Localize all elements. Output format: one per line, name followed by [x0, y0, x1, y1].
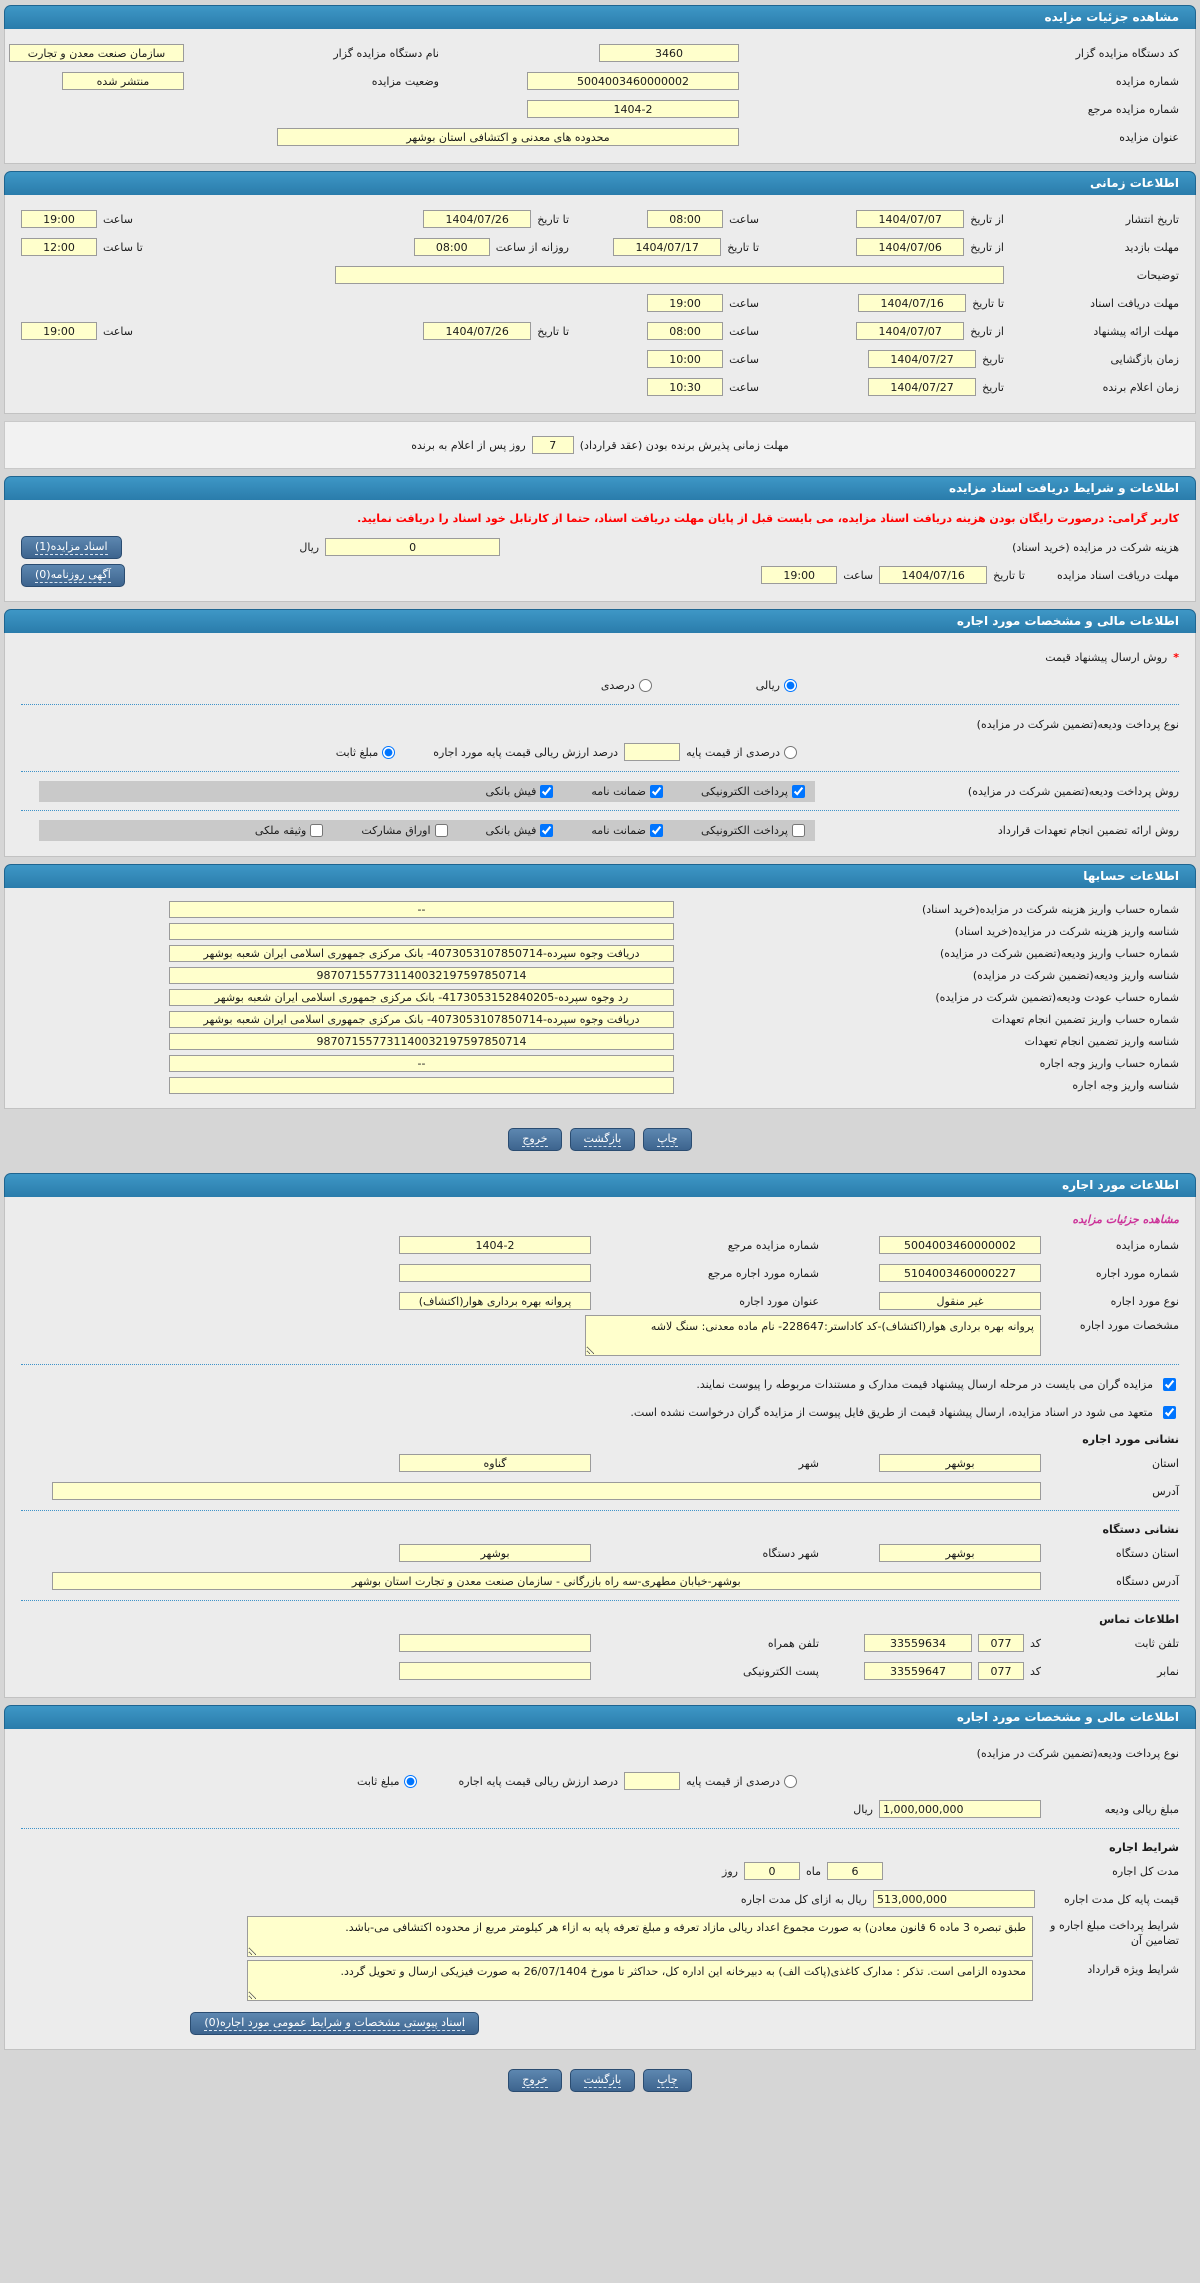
hour-label: ساعت — [729, 212, 759, 226]
dotted-separator — [21, 1828, 1179, 1829]
publish-row — [21, 205, 1179, 233]
attach-note-checkbox[interactable] — [1163, 1378, 1176, 1391]
item-specs-textarea[interactable] — [585, 1315, 1041, 1356]
date-label: تاریخ — [982, 352, 1004, 366]
item-number-label: شماره مورد اجاره — [1095, 1266, 1179, 1280]
fee-row — [21, 533, 1179, 561]
docs-section — [4, 500, 1196, 602]
account-field[interactable] — [169, 1011, 674, 1028]
item-deposit-type-options-row — [21, 1767, 1179, 1795]
to-date-label: تا تاریخ — [727, 240, 759, 254]
bank-slip-option[interactable]: فیش بانکی — [486, 824, 554, 837]
form-row — [21, 95, 1179, 123]
address-label: آدرس — [1152, 1484, 1179, 1498]
form-row — [21, 123, 1179, 151]
lease-duration-label: مدت کل اجاره — [1112, 1864, 1179, 1878]
print-button[interactable]: چاپ — [643, 2069, 692, 2092]
bank-slip-checkbox[interactable] — [540, 785, 553, 798]
from-date-label: از تاریخ — [970, 212, 1004, 226]
bottom-actions-row — [4, 2057, 1196, 2100]
address-field[interactable] — [52, 1482, 1041, 1500]
device-name-field[interactable] — [9, 44, 184, 62]
docs-deadline-date-field[interactable] — [879, 566, 987, 584]
account-label: شناسه واریز تضمین انجام تعهدات — [1024, 1034, 1179, 1048]
dotted-separator — [21, 771, 1179, 772]
publish-to-time-field[interactable] — [21, 210, 97, 228]
receive-docs-to-date-field[interactable] — [858, 294, 966, 312]
account-row — [21, 920, 1179, 942]
guarantee-letter-checkbox[interactable] — [650, 824, 663, 837]
opening-row — [21, 345, 1179, 373]
property-collateral-checkbox[interactable] — [310, 824, 323, 837]
no-file-note-row — [21, 1398, 1179, 1426]
from-date-label: از تاریخ — [970, 240, 1004, 254]
base-price-row — [21, 1885, 1179, 1913]
hour-label: ساعت — [729, 296, 759, 310]
hour-label: ساعت — [729, 352, 759, 366]
opening-time-field[interactable] — [647, 350, 723, 368]
email-label: پست الکترونیکی — [743, 1664, 819, 1678]
item-financial-panel — [4, 1705, 1196, 2050]
base-price-field[interactable] — [873, 1890, 1035, 1908]
deposit-pay-method-label: روش پرداخت ودیعه(تضمین شرکت در مزایده) — [967, 784, 1179, 798]
lease-months-field[interactable] — [827, 1862, 883, 1880]
to-date-label: تا تاریخ — [537, 324, 569, 338]
account-field[interactable] — [169, 1077, 674, 1094]
city-field[interactable] — [399, 1454, 591, 1472]
account-field[interactable] — [169, 901, 674, 918]
participation-bonds-option[interactable]: اوراق مشارکت — [361, 824, 447, 837]
offer-to-date-field[interactable] — [423, 322, 531, 340]
rial-label: ریال — [299, 540, 320, 554]
device-name-label: نام دستگاه مزایده گزار — [333, 46, 439, 60]
province-label: استان — [1151, 1456, 1179, 1470]
auction-number-field[interactable] — [527, 72, 739, 90]
deposit-pay-method-row — [21, 777, 1179, 805]
exit-button[interactable]: خروج — [508, 1128, 561, 1151]
offer-from-date-field[interactable] — [856, 322, 964, 340]
back-button[interactable]: بازگشت — [570, 2069, 636, 2092]
exit-button[interactable]: خروج — [508, 2069, 561, 2092]
account-field[interactable] — [169, 967, 674, 984]
auction-documents-button[interactable]: اسناد مزایده(1) — [21, 536, 122, 559]
org-city-field[interactable] — [399, 1544, 591, 1562]
send-method-options-row — [21, 671, 1179, 699]
item-address-group-label: نشانی مورد اجاره — [1082, 1433, 1179, 1446]
docs-header: اطلاعات و شرایط دریافت اسناد مزایده — [4, 476, 1196, 500]
hour-label: ساعت — [729, 324, 759, 338]
to-hour-label: تا ساعت — [103, 240, 143, 254]
deposit-type-label-row — [21, 710, 1179, 738]
opening-label: زمان بازگشایی — [1110, 352, 1179, 366]
rial-radio[interactable] — [784, 679, 797, 692]
from-date-label: از تاریخ — [970, 324, 1004, 338]
to-date-label: تا تاریخ — [993, 568, 1025, 582]
docs-deadline-label: مهلت دریافت اسناد مزایده — [1056, 568, 1179, 582]
months-label: ماه — [805, 1864, 821, 1878]
offer-from-time-field[interactable] — [647, 322, 723, 340]
attach-note-text: مزایده گران می بایست در مرحله ارسال پیشنهاد قیمت مدارک و مستندات مربوطه را پیوست نمایند. — [696, 1377, 1153, 1391]
deposit-type-label: نوع پرداخت ودیعه(تضمین شرکت در مزایده) — [976, 717, 1179, 731]
org-city-label: شهر دستگاه — [762, 1546, 819, 1560]
account-row — [21, 1008, 1179, 1030]
item-header: اطلاعات مورد اجاره — [4, 1173, 1196, 1197]
item-fixed-amount-option[interactable]: مبلغ ثابت — [357, 1775, 416, 1788]
obligation-method-label: روش ارائه تضمین انجام تعهدات قرارداد — [997, 823, 1179, 837]
address-row — [21, 1477, 1179, 1505]
org-province-label: استان دستگاه — [1115, 1546, 1179, 1560]
visit-to-date-field[interactable] — [613, 238, 721, 256]
item-title-label: عنوان مورد اجاره — [739, 1294, 819, 1308]
to-date-label: تا تاریخ — [537, 212, 569, 226]
item-title-field[interactable] — [399, 1292, 591, 1310]
city-label: شهر — [798, 1456, 819, 1470]
item-auction-ref-label: شماره مزایده مرجع — [727, 1238, 819, 1252]
org-address-label: آدرس دستگاه — [1116, 1574, 1179, 1588]
item-ref-field[interactable] — [399, 1264, 591, 1282]
docs-deadline-row — [21, 561, 1179, 589]
docs-panel — [4, 476, 1196, 602]
visit-row — [21, 233, 1179, 261]
org-address-field[interactable] — [52, 1572, 1041, 1590]
province-field[interactable] — [879, 1454, 1041, 1472]
publish-from-date-field[interactable] — [856, 210, 964, 228]
item-attachments-button[interactable]: اسناد پیوستی مشخصات و شرایط عمومی مورد اجاره(0) — [190, 2012, 479, 2035]
item-auction-number-label: شماره مزایده — [1115, 1238, 1179, 1252]
item-deposit-type-label: نوع پرداخت ودیعه(تضمین شرکت در مزایده) — [976, 1746, 1179, 1760]
winner-accept-suffix: روز پس از اعلام به برنده — [411, 438, 526, 452]
accounts-section — [4, 888, 1196, 1109]
item-number-field[interactable] — [879, 1264, 1041, 1282]
page-title: مشاهده جزئیات مزایده — [4, 5, 1196, 29]
receive-docs-row — [21, 289, 1179, 317]
fax-number-field[interactable] — [864, 1662, 972, 1680]
account-row — [21, 1030, 1179, 1052]
account-field[interactable] — [169, 923, 674, 940]
item-section — [4, 1197, 1196, 1698]
electronic-payment-checkbox[interactable] — [792, 785, 805, 798]
opening-date-field[interactable] — [868, 350, 976, 368]
details-link-row — [21, 1207, 1179, 1231]
form-row — [21, 1539, 1179, 1567]
form-row — [21, 1287, 1179, 1315]
account-row — [21, 986, 1179, 1008]
electronic-payment-checkbox[interactable] — [792, 824, 805, 837]
send-method-label-row — [21, 643, 1179, 671]
winner-accept-strip — [4, 421, 1196, 469]
item-type-field[interactable] — [879, 1292, 1041, 1310]
publish-from-time-field[interactable] — [647, 210, 723, 228]
notes-field[interactable] — [335, 266, 1004, 284]
account-row — [21, 964, 1179, 986]
fixed-amount-radio[interactable] — [382, 746, 395, 759]
percent-of-base-radio[interactable] — [784, 746, 797, 759]
phone-number-field[interactable] — [864, 1634, 972, 1652]
percent-of-base-suffix: درصد ارزش ریالی قیمت پایه مورد اجاره — [433, 745, 619, 759]
participation-bonds-checkbox[interactable] — [435, 824, 448, 837]
winner-label: زمان اعلام برنده — [1102, 380, 1179, 394]
electronic-payment-option[interactable]: پرداخت الکترونیکی — [701, 824, 805, 837]
timing-section — [4, 195, 1196, 414]
no-file-note-checkbox[interactable] — [1163, 1406, 1176, 1419]
rial-option[interactable]: ریالی — [756, 679, 797, 692]
fax-code-field[interactable] — [978, 1662, 1024, 1680]
deposit-type-options-row — [21, 738, 1179, 766]
percent-of-base-field[interactable] — [624, 743, 680, 761]
dotted-separator — [21, 704, 1179, 705]
account-label: شماره حساب واریز هزینه شرکت در مزایده(خرید اسناد) — [921, 902, 1179, 916]
percent-option[interactable]: درصدی — [601, 679, 652, 692]
offer-to-time-field[interactable] — [21, 322, 97, 340]
org-address-row — [21, 1567, 1179, 1595]
form-row — [21, 39, 1179, 67]
device-code-label: کد دستگاه مزایده گزار — [1075, 46, 1179, 60]
winner-row — [21, 373, 1179, 401]
code-label: کد — [1029, 1636, 1041, 1650]
account-field[interactable] — [169, 1033, 674, 1050]
account-label: شماره حساب واریز وجه اجاره — [1039, 1056, 1179, 1070]
dotted-separator — [21, 1510, 1179, 1511]
to-date-label: تا تاریخ — [972, 296, 1004, 310]
ref-number-field[interactable] — [527, 100, 739, 118]
bank-slip-checkbox[interactable] — [540, 824, 553, 837]
lease-terms-group-label: شرایط اجاره — [1109, 1841, 1179, 1854]
fee-field[interactable] — [325, 538, 500, 556]
account-field[interactable] — [169, 945, 674, 962]
days-label: روز — [722, 1864, 738, 1878]
special-terms-label: شرایط ویژه قرارداد — [1087, 1963, 1179, 1976]
item-panel — [4, 1173, 1196, 1698]
docs-deadline-time-field[interactable] — [761, 566, 837, 584]
deposit-amount-label: مبلغ ریالی ودیعه — [1104, 1802, 1179, 1816]
obligation-method-row — [21, 816, 1179, 844]
account-label: شماره حساب عودت ودیعه(تضمین شرکت در مزایده) — [935, 990, 1179, 1004]
guarantee-letter-checkbox[interactable] — [650, 785, 663, 798]
form-row — [21, 67, 1179, 95]
device-code-field[interactable] — [599, 44, 739, 62]
obligation-method-checkbar — [39, 820, 815, 841]
publish-label: تاریخ انتشار — [1125, 212, 1179, 226]
financial-section — [4, 633, 1196, 857]
winner-accept-prefix: مهلت زمانی پذیرش برنده بودن (عقد قرارداد) — [579, 438, 789, 452]
fee-label: هزینه شرکت در مزایده (خرید اسناد) — [1012, 540, 1179, 554]
financial-panel — [4, 609, 1196, 857]
fax-label: نمابر — [1157, 1664, 1179, 1678]
auction-title-field[interactable] — [277, 128, 739, 146]
offer-row — [21, 317, 1179, 345]
org-province-field[interactable] — [879, 1544, 1041, 1562]
specs-row — [21, 1315, 1179, 1359]
status-label: وضعیت مزایده — [371, 74, 439, 88]
attach-note-row — [21, 1370, 1179, 1398]
phone-row — [21, 1629, 1179, 1657]
account-label: شماره حساب واریز تضمین انجام تعهدات — [991, 1012, 1179, 1026]
item-ref-label: شماره مورد اجاره مرجع — [707, 1266, 819, 1280]
phone-label: تلفن ثابت — [1134, 1636, 1179, 1650]
item-percent-of-base-field[interactable] — [624, 1772, 680, 1790]
payment-terms-label: شرایط پرداخت مبلغ اجاره و تضامین آن — [1050, 1919, 1179, 1948]
guarantee-letter-option[interactable]: ضمانت نامه — [591, 785, 663, 798]
account-row — [21, 1074, 1179, 1096]
receive-docs-to-time-field[interactable] — [647, 294, 723, 312]
contact-group-label: اطلاعات تماس — [1099, 1613, 1179, 1626]
account-label: شماره حساب واریز ودیعه(تضمین شرکت در مزایده) — [940, 946, 1179, 960]
item-percent-of-base-suffix: درصد ارزش ریالی قیمت پایه اجاره — [458, 1774, 619, 1788]
deposit-pay-method-checkbar — [39, 781, 815, 802]
auction-number-label: شماره مزایده — [1115, 74, 1179, 88]
account-label: شناسه واریز هزینه شرکت در مزایده(خرید اسناد) — [954, 924, 1179, 938]
no-file-note-text: متعهد می شود در اسناد مزایده، ارسال پیشنهاد قیمت از طریق فایل پیوست از مزایده گران درخواست نشده است. — [630, 1405, 1153, 1419]
financial-header: اطلاعات مالی و مشخصات مورد اجاره — [4, 609, 1196, 633]
item-deposit-type-label-row — [21, 1739, 1179, 1767]
notes-label: توضیحات — [1136, 268, 1179, 282]
mobile-field[interactable] — [399, 1634, 591, 1652]
guarantee-letter-option[interactable]: ضمانت نامه — [591, 824, 663, 837]
docs-warning: کاربر گرامی: درصورت رایگان بودن هزینه دریافت اسناد مزایده، می بایست قبل از پایان مهلت دریافت اسناد، حتما از کارتابل خود اسناد را دریافت نمایید. — [357, 512, 1179, 525]
auction-title-label: عنوان مزایده — [1119, 130, 1179, 144]
deposit-amount-row — [21, 1795, 1179, 1823]
base-price-suffix: ریال به ازای کل مدت اجاره — [740, 1892, 867, 1906]
org-address-group-label: نشانی دستگاه — [1102, 1523, 1179, 1536]
accounts-panel — [4, 864, 1196, 1109]
receive-docs-label: مهلت دریافت اسناد — [1090, 296, 1179, 310]
notes-row — [21, 261, 1179, 289]
bank-slip-option[interactable]: فیش بانکی — [486, 785, 554, 798]
special-terms-textarea[interactable] — [247, 1960, 1033, 2001]
print-button[interactable]: چاپ — [643, 1128, 692, 1151]
timing-header: اطلاعات زمانی — [4, 171, 1196, 195]
account-field[interactable] — [169, 1055, 674, 1072]
winner-time-field[interactable] — [647, 378, 723, 396]
payment-terms-textarea[interactable] — [247, 1916, 1033, 1957]
special-terms-row — [21, 1957, 1179, 2001]
hour-label: ساعت — [729, 380, 759, 394]
view-auction-details-link[interactable]: مشاهده جزئیات مزایده — [1072, 1212, 1179, 1226]
attachments-row — [21, 2009, 1179, 2037]
account-label: شناسه واریز وجه اجاره — [1072, 1078, 1179, 1092]
item-type-label: نوع مورد اجاره — [1110, 1294, 1179, 1308]
account-row — [21, 1052, 1179, 1074]
back-button[interactable]: بازگشت — [570, 1128, 636, 1151]
hour-label: ساعت — [103, 324, 133, 338]
percent-of-base-option[interactable]: درصدی از قیمت پایه — [686, 746, 797, 759]
item-fixed-amount-radio[interactable] — [404, 1775, 417, 1788]
visit-daily-to-time-field[interactable] — [21, 238, 97, 256]
property-collateral-option[interactable]: وثیقه ملکی — [255, 824, 323, 837]
fixed-amount-option[interactable]: مبلغ ثابت — [336, 746, 395, 759]
item-financial-section — [4, 1729, 1196, 2050]
ref-number-label: شماره مزایده مرجع — [1087, 102, 1179, 116]
visit-daily-from-time-field[interactable] — [414, 238, 490, 256]
email-field[interactable] — [399, 1662, 591, 1680]
winner-date-field[interactable] — [868, 378, 976, 396]
item-percent-of-base-radio[interactable] — [784, 1775, 797, 1788]
code-label: کد — [1029, 1664, 1041, 1678]
fax-row — [21, 1657, 1179, 1685]
account-label: شناسه واریز ودیعه(تضمین شرکت در مزایده) — [972, 968, 1179, 982]
dotted-separator — [21, 810, 1179, 811]
accounts-header: اطلاعات حسابها — [4, 864, 1196, 888]
lease-duration-row — [21, 1857, 1179, 1885]
item-specs-label: مشخصات مورد اجاره — [1079, 1319, 1179, 1332]
account-row — [21, 942, 1179, 964]
newspaper-ad-button[interactable]: آگهی روزنامه(0) — [21, 564, 125, 587]
account-field[interactable] — [169, 989, 674, 1006]
item-auction-ref-field[interactable] — [399, 1236, 591, 1254]
form-row — [21, 1259, 1179, 1287]
offer-label: مهلت ارائه پیشنهاد — [1093, 324, 1179, 338]
winner-accept-days-field[interactable] — [532, 436, 574, 454]
hour-label: ساعت — [103, 212, 133, 226]
item-auction-number-field[interactable] — [879, 1236, 1041, 1254]
mobile-label: تلفن همراه — [767, 1636, 819, 1650]
deposit-amount-field[interactable] — [879, 1800, 1041, 1818]
item-percent-of-base-option[interactable]: درصدی از قیمت پایه — [686, 1775, 797, 1788]
general-section — [4, 29, 1196, 164]
form-row — [21, 1449, 1179, 1477]
percent-radio[interactable] — [639, 679, 652, 692]
timing-panel — [4, 171, 1196, 414]
base-price-label: قیمت پایه کل مدت اجاره — [1064, 1892, 1179, 1906]
daily-from-hour-label: روزانه از ساعت — [495, 240, 569, 254]
send-method-label: روش ارسال پیشنهاد قیمت — [1045, 650, 1168, 664]
hour-label: ساعت — [843, 568, 874, 582]
phone-code-field[interactable] — [978, 1634, 1024, 1652]
dotted-separator — [21, 1600, 1179, 1601]
status-field[interactable] — [62, 72, 184, 90]
rial-label: ریال — [853, 1802, 873, 1816]
lease-days-field[interactable] — [744, 1862, 800, 1880]
required-asterisk: * — [1173, 650, 1179, 664]
item-financial-header: اطلاعات مالی و مشخصات مورد اجاره — [4, 1705, 1196, 1729]
electronic-payment-option[interactable]: پرداخت الکترونیکی — [701, 785, 805, 798]
account-row — [21, 898, 1179, 920]
visit-from-date-field[interactable] — [856, 238, 964, 256]
top-actions-row — [4, 1116, 1196, 1159]
general-panel — [4, 5, 1196, 164]
form-row — [21, 1231, 1179, 1259]
dotted-separator — [21, 1364, 1179, 1365]
visit-label: مهلت بازدید — [1124, 240, 1179, 254]
date-label: تاریخ — [982, 380, 1004, 394]
publish-to-date-field[interactable] — [423, 210, 531, 228]
payment-terms-row — [21, 1913, 1179, 1957]
